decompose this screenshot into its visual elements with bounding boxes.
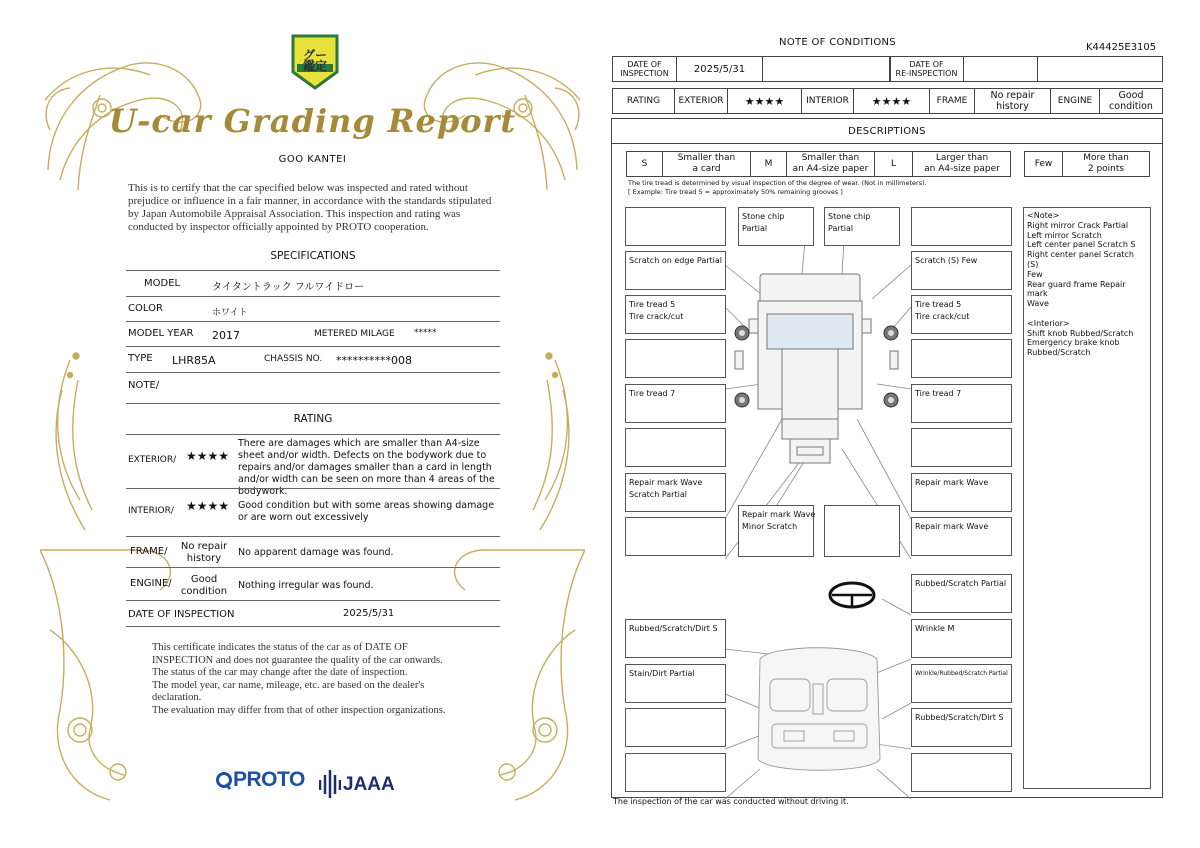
damage-box: Stone chip Partial <box>738 207 814 246</box>
date-inspection-value: 2025/5/31 <box>677 57 763 81</box>
certificate-intro: This is to certify that the car specified below was inspected and rated without prejudice or influence in a fair manner, in accordance with the standards stipulated by Japan Automobile Appraisal Association. This inspection and rating was conducted by inspector officially appointed by PROTO cooperation. <box>128 182 492 233</box>
legend-few: Few <box>1025 152 1063 176</box>
model-value: タイタントラック フルワイドロー <box>212 282 365 293</box>
damage-box: Wrinkle M <box>911 619 1012 658</box>
frame-label: FRAME/ <box>130 546 168 557</box>
damage-box <box>625 517 726 556</box>
damage-box: Stone chip Partial <box>824 207 900 246</box>
divider <box>126 270 500 271</box>
blank-cell <box>763 57 891 81</box>
divider <box>126 346 500 347</box>
rating-heading: RATING <box>293 413 333 425</box>
divider <box>126 296 500 297</box>
engine-value: Good condition <box>1109 90 1153 112</box>
reinspection-label: DATE OF RE-INSPECTION <box>889 57 964 81</box>
engine-value: Good condition <box>180 574 228 597</box>
legend-m: M <box>751 152 787 176</box>
date-row <box>612 56 1163 82</box>
divider <box>126 567 500 568</box>
damage-box: Repair mark Wave <box>911 517 1012 556</box>
damage-box: Rubbed/Scratch/Dirt S <box>625 619 726 658</box>
damage-box: Scratch on edge Partial <box>625 251 726 290</box>
frame-description: No apparent damage was found. <box>238 547 394 558</box>
damage-box <box>911 428 1012 467</box>
chassis-label: CHASSIS NO. <box>264 354 323 364</box>
damage-box: Repair mark Wave Minor Scratch <box>738 505 814 557</box>
inspection-footnote: The inspection of the car was conducted without driving it. <box>613 797 849 806</box>
frame-label: FRAME <box>930 89 975 113</box>
rating-row <box>612 88 1163 114</box>
tire-tread-note: The tire tread is determined by visual inspection of the degree of wear. (Not in millimeters). [ Example: Tire tread 5 = approximately 50% remaining grooves ] <box>628 179 927 196</box>
proto-q-icon <box>216 771 232 791</box>
exterior-label: EXTERIOR/ <box>128 455 177 465</box>
damage-box: Rubbed/Scratch/Dirt S <box>911 708 1012 747</box>
interior-label: INTERIOR <box>802 89 854 113</box>
damage-box: Stain/Dirt Partial <box>625 664 726 703</box>
interior-stars: ★★★★ <box>186 499 230 513</box>
blank-cell <box>1038 57 1163 81</box>
damage-box: Tire tread 7 <box>625 384 726 423</box>
color-label: COLOR <box>128 303 163 314</box>
divider <box>126 372 500 373</box>
model-label: MODEL <box>144 278 181 289</box>
proto-logo: PROTO <box>233 768 305 791</box>
divider <box>126 488 500 489</box>
exterior-stars: ★★★★ <box>186 449 230 463</box>
model-year-label: MODEL YEAR <box>128 328 194 339</box>
legend-l-desc: Larger than an A4-size paper <box>924 153 1000 174</box>
type-value: LHR85A <box>172 354 216 367</box>
damage-box <box>625 708 726 747</box>
mileage-label: METERED MILAGE <box>314 329 395 339</box>
jaaa-logo-icon <box>319 770 341 798</box>
damage-box <box>911 339 1012 378</box>
mileage-value: ***** <box>414 328 437 338</box>
report-id: K44425E3105 <box>1086 42 1157 53</box>
descriptions-panel <box>611 118 1163 798</box>
rating-label: RATING <box>613 89 675 113</box>
divider <box>126 434 500 435</box>
damage-box: Scratch (S) Few <box>911 251 1012 290</box>
interior-stars: ★★★★ <box>854 89 930 113</box>
steering-wheel-icon <box>830 583 874 607</box>
damage-box <box>625 339 726 378</box>
descriptions-heading: DESCRIPTIONS <box>612 119 1162 144</box>
chassis-value: **********008 <box>336 354 412 367</box>
model-year-value: 2017 <box>212 329 240 342</box>
badge-label: グー 鑑定 <box>302 48 327 73</box>
certificate-disclaimer: This certificate indicates the status of the car as of DATE OF INSPECTION and does not guarantee the quality of the car onwards. The status of the car may change after the date of inspection. The model year, car name, mileage, etc. are based on the dealer's declaration. The evaluation may differ from that of other inspection organizations. <box>152 642 446 716</box>
engine-description: Nothing irregular was found. <box>238 580 374 591</box>
jaaa-logo: JAAA <box>343 774 395 795</box>
legend-m-desc: Smaller than an A4-size paper <box>787 152 875 176</box>
exterior-label: EXTERIOR <box>675 89 728 113</box>
interior-description: Good condition but with some areas showing damage or are worn out excessively <box>238 500 495 523</box>
note-of-conditions <box>611 30 1164 820</box>
frame-value: No repair history <box>975 89 1051 113</box>
engine-label: ENGINE <box>1051 89 1100 113</box>
date-of-inspection-label: DATE OF INSPECTION <box>128 609 235 620</box>
interior-label: INTERIOR/ <box>128 506 174 516</box>
damage-box: Wrinkle/Rubbed/Scratch Partial <box>911 664 1012 703</box>
damage-box: Repair mark Wave <box>911 473 1012 512</box>
grading-certificate <box>40 30 585 820</box>
legend-few-desc: More than 2 points <box>1083 153 1129 174</box>
divider <box>126 403 500 404</box>
damage-box: Rubbed/Scratch Partial <box>911 574 1012 613</box>
damage-box <box>625 428 726 467</box>
few-legend <box>1024 151 1150 177</box>
certificate-title: U-car Grading Report <box>108 102 517 140</box>
note-label: NOTE/ <box>128 380 160 391</box>
damage-box: Repair mark Wave Scratch Partial <box>625 473 726 512</box>
damage-box <box>911 207 1012 246</box>
blank-cell <box>964 57 1038 81</box>
damage-box <box>625 207 726 246</box>
divider <box>126 626 500 627</box>
exterior-description: There are damages which are smaller than A4-size sheet and/or width. Defects on the bodywork due to repairs and/or damages smaller than a card in length and/or width can be seen on more than 4 areas of the bodywork. <box>238 438 495 497</box>
divider <box>126 536 500 537</box>
damage-box <box>824 505 900 557</box>
color-value: ホワイト <box>212 308 248 318</box>
exterior-stars: ★★★★ <box>728 89 802 113</box>
legend-l: L <box>875 152 913 176</box>
date-inspection-label: DATE OF INSPECTION <box>613 57 677 81</box>
divider <box>126 600 500 601</box>
frame-value: No repair history <box>180 541 228 564</box>
damage-box: Tire tread 5 Tire crack/cut <box>911 295 1012 334</box>
noc-title: NOTE OF CONDITIONS <box>779 37 896 48</box>
damage-box <box>911 753 1012 792</box>
certificate-subtitle: GOO KANTEI <box>278 154 347 165</box>
divider <box>126 321 500 322</box>
legend-s: S <box>627 152 663 176</box>
legend-s-desc: Smaller than a card <box>663 152 751 176</box>
specifications-heading: SPECIFICATIONS <box>270 250 356 262</box>
notes-panel: <Note> Right mirror Crack Partial Left mirror Scratch Left center panel Scratch S Right center panel Scratch (S) Few Rear guard frame Repair mark Wave <Interior> Shift knob Rubbed/Scratch Emergency brake knob Rubbed/Scratch <box>1023 207 1151 789</box>
engine-label: ENGINE/ <box>130 578 172 589</box>
damage-box: Tire tread 7 <box>911 384 1012 423</box>
damage-box <box>625 753 726 792</box>
date-of-inspection-value: 2025/5/31 <box>343 608 395 619</box>
type-label: TYPE <box>128 353 153 364</box>
damage-box: Tire tread 5 Tire crack/cut <box>625 295 726 334</box>
